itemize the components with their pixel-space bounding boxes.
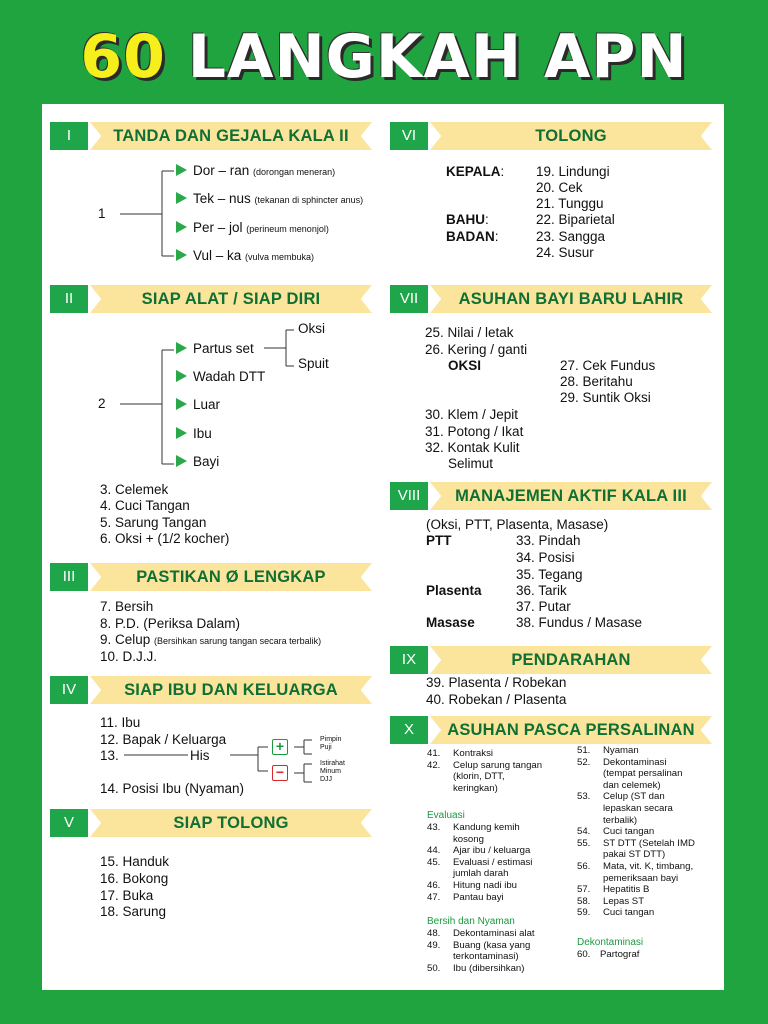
list-item: Per – jol (perineum menonjol): [176, 220, 329, 237]
note-text: Minum: [320, 768, 342, 775]
list-number: 58.: [577, 895, 591, 907]
label-oksi: OKSI: [448, 358, 482, 373]
list-number: 41.: [427, 748, 441, 759]
list-item: 8. P.D. (Periksa Dalam): [100, 616, 241, 631]
section-header-vii: [390, 285, 712, 313]
triangle-bullet-icon: [176, 455, 187, 467]
list-number: 59.: [577, 907, 591, 919]
section-numeral: III: [50, 563, 88, 591]
triangle-bullet-icon: [176, 427, 187, 439]
list-item: 18. Sarung: [100, 904, 167, 919]
step-number: 1: [98, 206, 106, 221]
list-number: 52.: [577, 756, 591, 768]
section-numeral: VIII: [390, 482, 428, 510]
section-title: SIAP ALAT / SIAP DIRI: [141, 290, 321, 308]
list-item: Buang (kasa yang: [453, 939, 531, 951]
list-item: 27. Cek Fundus: [560, 358, 656, 373]
list-item: Partograf: [600, 949, 640, 960]
list-item: 22. Biparietal: [536, 212, 615, 227]
section-title: ASUHAN PASCA PERSALINAN: [447, 721, 695, 739]
list-item: 24. Susur: [536, 245, 594, 260]
list-item: 30. Klem / Jepit: [425, 407, 519, 422]
group-label: Bersih dan Nyaman: [427, 916, 515, 927]
list-item: keringkan): [453, 782, 498, 794]
list-item: 13.: [100, 748, 119, 763]
list-item: 32. Kontak Kulit: [425, 440, 520, 455]
list-number: 50.: [427, 962, 441, 974]
list-item: 31. Potong / Ikat: [425, 424, 524, 439]
label-ptt: PTT: [426, 533, 452, 548]
section-title: SIAP IBU DAN KELUARGA: [124, 681, 338, 699]
list-item: 38. Fundus / Masase: [516, 615, 643, 630]
list-item: Mata, vit. K, timbang,: [603, 861, 694, 872]
list-item: 26. Kering / ganti: [425, 342, 528, 357]
section-title: MANAJEMEN AKTIF KALA III: [455, 487, 687, 505]
label-bahu: BAHU:: [446, 212, 489, 227]
list-item: 9. Celup (Bersihkan sarung tangan secara terbalik): [100, 632, 322, 647]
list-number: 55.: [577, 837, 591, 849]
list-item: Tek – nus (tekanan di sphincter anus): [176, 191, 363, 208]
section-numeral: II: [50, 285, 88, 313]
list-item: 39. Plasenta / Robekan: [426, 675, 567, 690]
title-text: LANGKAH APN: [187, 22, 688, 92]
list-item: 29. Suntik Oksi: [560, 390, 651, 405]
list-item: 28. Beritahu: [560, 374, 633, 389]
section-title: PENDARAHAN: [511, 651, 631, 669]
section-header-v: [50, 809, 372, 837]
section-header-vi: [390, 122, 712, 150]
list-item: Partus set: [176, 341, 254, 357]
list-item: pakai ST DTT): [603, 849, 666, 861]
sub-item: Spuit: [298, 356, 329, 371]
triangle-bullet-icon: [176, 342, 187, 354]
label-kepala: KEPALA:: [446, 164, 505, 179]
note-text: Pimpin: [320, 736, 342, 743]
section-numeral: I: [50, 122, 88, 150]
list-item: 35. Tegang: [516, 567, 583, 582]
list-item: 16. Bokong: [100, 871, 169, 886]
list-item: Cuci tangan: [603, 907, 655, 919]
content-panel: [42, 104, 724, 990]
step-number: 2: [98, 396, 106, 411]
list-item: Celup sarung tangan: [453, 759, 543, 771]
triangle-bullet-icon: [176, 221, 187, 233]
list-item: 4. Cuci Tangan: [100, 498, 190, 513]
list-item: 3. Celemek: [100, 482, 169, 497]
note-text: Puji: [320, 744, 332, 751]
list-item: 34. Posisi: [516, 550, 575, 565]
list-item: kosong: [453, 833, 484, 845]
section-title: SIAP TOLONG: [173, 814, 289, 832]
minus-icon: −: [272, 765, 288, 781]
title-number: 60: [80, 22, 166, 92]
list-item: Pantau bayi: [453, 891, 504, 903]
list-item: Selimut: [448, 456, 494, 471]
note-text: DJJ: [320, 776, 333, 783]
section-title: ASUHAN BAYI BARU LAHIR: [458, 290, 684, 308]
list-item: Bayi: [176, 454, 219, 470]
list-item: Dekontaminasi alat: [453, 928, 535, 939]
list-item: Lepas ST: [603, 895, 645, 907]
list-item: Hitung nadi ibu: [453, 880, 518, 891]
list-item: Evaluasi / estimasi: [453, 856, 533, 868]
triangle-bullet-icon: [176, 398, 187, 410]
list-number: 42.: [427, 759, 441, 771]
list-item: Cuci tangan: [603, 826, 655, 838]
triangle-bullet-icon: [176, 164, 187, 176]
list-item: ST DTT (Setelah IMD: [603, 837, 695, 849]
section-title: TOLONG: [535, 127, 607, 145]
list-item: 40. Robekan / Plasenta: [426, 692, 567, 707]
list-item: Kontraksi: [453, 748, 493, 759]
label-badan: BADAN:: [446, 229, 499, 244]
list-item: 36. Tarik: [516, 583, 567, 598]
list-item: 15. Handuk: [100, 854, 170, 869]
list-item: 25. Nilai / letak: [425, 325, 514, 340]
group-label: Dekontaminasi: [577, 937, 644, 948]
list-item: 10. D.J.J.: [100, 649, 158, 664]
section-numeral: VI: [390, 122, 428, 150]
list-item: (tempat persalinan: [603, 768, 683, 780]
list-item: Ajar ibu / keluarga: [453, 845, 531, 857]
list-item: Ibu: [176, 426, 212, 442]
triangle-bullet-icon: [176, 192, 187, 204]
list-item: 23. Sangga: [536, 229, 606, 244]
list-item: terkontaminasi): [453, 951, 519, 963]
section-title: PASTIKAN Ø LENGKAP: [136, 568, 326, 586]
list-item: 11. Ibu: [100, 715, 141, 730]
group-label: Evaluasi: [427, 810, 465, 821]
section-header-i: [50, 122, 372, 150]
list-item: Wadah DTT: [176, 369, 265, 385]
list-number: 44.: [427, 845, 441, 857]
section-numeral: IV: [50, 676, 88, 704]
list-number: 47.: [427, 891, 441, 903]
list-number: 60.: [577, 949, 591, 960]
list-item: Celup (ST dan: [603, 791, 665, 803]
list-number: 53.: [577, 791, 591, 803]
list-item: jumlah darah: [453, 868, 509, 880]
list-item: Dor – ran (dorongan meneran): [176, 163, 335, 180]
list-number: 46.: [427, 880, 441, 891]
list-item: Ibu (dibersihkan): [453, 962, 525, 974]
list-item: Luar: [176, 397, 220, 413]
list-item: 5. Sarung Tangan: [100, 515, 207, 530]
label-plasenta: Plasenta: [426, 583, 482, 598]
list-item: Kandung kemih: [453, 822, 520, 833]
plus-icon: +: [272, 739, 288, 755]
section-header-iii: [50, 563, 372, 591]
list-item: 7. Bersih: [100, 599, 154, 614]
section-header-ix: [390, 646, 712, 674]
section-numeral: V: [50, 809, 88, 837]
section-header-x: [390, 716, 712, 744]
list-item: (klorin, DTT,: [453, 771, 505, 783]
list-number: 48.: [427, 928, 441, 939]
intro-text: (Oksi, PTT, Plasenta, Masase): [426, 517, 609, 532]
list-item: Vul – ka (vulva membuka): [176, 248, 314, 265]
section-numeral: IX: [390, 646, 428, 674]
list-item: 33. Pindah: [516, 533, 581, 548]
list-item: terbalik): [603, 814, 638, 826]
section-title: TANDA DAN GEJALA KALA II: [113, 127, 349, 145]
list-item: 17. Buka: [100, 888, 154, 903]
page-title: [0, 22, 768, 92]
section-header-ii: [50, 285, 372, 313]
list-item: dan celemek): [603, 779, 661, 791]
triangle-bullet-icon: [176, 249, 187, 261]
section-numeral: X: [390, 716, 428, 744]
list-number: 54.: [577, 826, 591, 838]
list-item: 6. Oksi + (1/2 kocher): [100, 531, 230, 546]
section-numeral: VII: [390, 285, 428, 313]
section-header-viii: [390, 482, 712, 510]
his-label: His: [190, 748, 210, 763]
label-masase: Masase: [426, 615, 475, 630]
list-item: lepaskan secara: [603, 803, 673, 814]
triangle-bullet-icon: [176, 370, 187, 382]
section-header-iv: [50, 676, 372, 704]
list-number: 51.: [577, 745, 591, 756]
list-item: 19. Lindungi: [536, 164, 610, 179]
list-item: Nyaman: [603, 745, 639, 756]
list-number: 56.: [577, 861, 591, 872]
sub-item: Oksi: [298, 321, 325, 336]
list-number: 43.: [427, 822, 441, 833]
list-item: 21. Tunggu: [536, 196, 604, 211]
list-item: 20. Cek: [536, 180, 583, 195]
list-item: 37. Putar: [516, 599, 571, 614]
note-text: Istirahat: [320, 760, 345, 767]
list-number: 57.: [577, 884, 591, 896]
list-item: pemeriksaan bayi: [603, 872, 679, 884]
list-number: 49.: [427, 939, 441, 951]
list-number: 45.: [427, 856, 441, 868]
list-item: Hepatitis B: [603, 884, 650, 896]
list-item: 14. Posisi Ibu (Nyaman): [100, 781, 245, 796]
list-item: 12. Bapak / Keluarga: [100, 732, 227, 747]
list-item: Dekontaminasi: [603, 756, 667, 768]
